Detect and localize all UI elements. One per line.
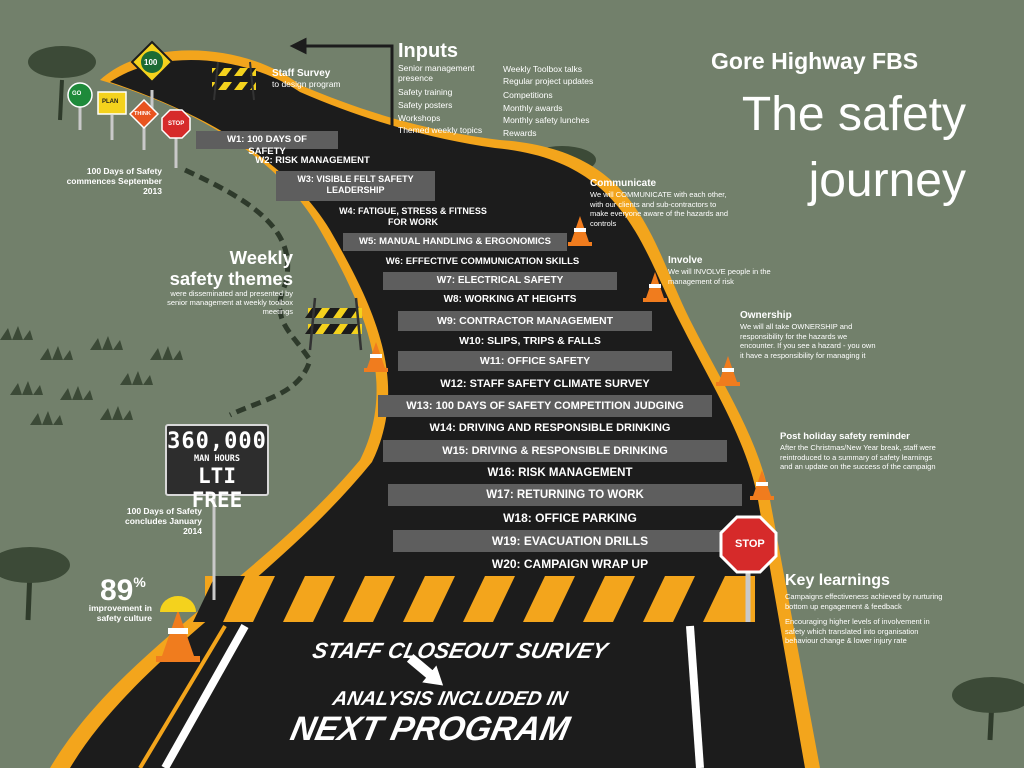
tree-right-bottom xyxy=(952,677,1024,740)
improvement-unit: % xyxy=(133,574,146,590)
tree-left-bottom xyxy=(0,547,70,620)
theme-label-w15: W15: DRIVING & RESPONSIBLE DRINKING xyxy=(442,445,668,457)
weekly-title-line2: safety themes xyxy=(169,268,293,289)
theme-label-w1: W1: 100 DAYS OF SAFETY xyxy=(227,134,307,157)
theme-label-w9: W9: CONTRACTOR MANAGEMENT xyxy=(437,315,613,327)
ownership-text: We will all take OWNERSHIP and responsibility for the hazards we encounter. If you see a hazard - you own it have a responsibility for managing it xyxy=(740,322,876,360)
theme-label-w6: W6: EFFECTIVE COMMUNICATION SKILLS xyxy=(385,256,580,267)
key-learnings-title: Key learnings xyxy=(785,572,890,589)
weekly-title xyxy=(130,247,293,289)
page-title-line1: The safety xyxy=(741,88,966,141)
stop-small-sign-label: STOP xyxy=(168,121,185,127)
post-holiday-text: After the Christmas/New Year break, staff were reintroduced to a summary of safety learnings and an update on the success of the campaign xyxy=(780,443,936,471)
inputs-item: Workshops xyxy=(398,112,441,123)
inputs-item: Safety posters xyxy=(398,99,453,110)
man-hours-number: 360,000 xyxy=(167,429,267,454)
theme-label-w13: W13: 100 DAYS OF SAFETY COMPETITION JUDGING xyxy=(406,400,684,412)
weekly-title-line1: Weekly xyxy=(229,247,293,268)
theme-label-w8: W8: WORKING AT HEIGHTS xyxy=(443,294,577,305)
inputs-item: Monthly safety lunches xyxy=(503,115,590,126)
ownership-callout xyxy=(740,310,880,360)
theme-label-w19: W19: EVACUATION DRILLS xyxy=(491,534,649,548)
badge-100-label: 100 xyxy=(144,58,158,67)
theme-label-w10: W10: SLIPS, TRIPS & FALLS xyxy=(459,335,601,347)
theme-label-w5: W5: MANUAL HANDLING & ERGONOMICS xyxy=(359,236,551,247)
involve-text: We will INVOLVE people in the management of risk xyxy=(668,267,771,286)
inputs-item: Regular project updates xyxy=(503,75,594,86)
go-sign-label: GO xyxy=(72,91,82,97)
theme-label-w14: W14: DRIVING AND RESPONSIBLE DRINKING xyxy=(429,422,671,434)
communicate-title: Communicate xyxy=(590,178,657,189)
theme-label-w16: W16: RISK MANAGEMENT xyxy=(487,467,633,479)
key-learnings-para2: Encouraging higher levels of involvement in safety which translated into organisation behaviour change & lower injury rate xyxy=(785,617,930,645)
plan-sign-label: PLAN xyxy=(102,99,119,105)
closeout-line2: ANALYSIS INCLUDED IN xyxy=(330,688,570,710)
cone-icon xyxy=(716,356,740,386)
inputs-item: Themed weekly topics xyxy=(398,125,483,136)
man-hours-label: MAN HOURS xyxy=(193,454,241,464)
inputs-item: Competitions xyxy=(503,89,553,100)
project-name: Gore Highway FBS xyxy=(711,48,919,74)
think-sign-label: THINK xyxy=(134,111,151,117)
theme-label-w17: W17: RETURNING TO WORK xyxy=(486,489,644,501)
theme-label-w11: W11: OFFICE SAFETY xyxy=(479,355,591,367)
man-hours-sign xyxy=(165,424,269,512)
theme-label-w3: W3: VISIBLE FELT SAFETY LEADERSHIP xyxy=(297,174,414,195)
communicate-text: We will COMMUNICATE with each other, with our clients and sub-contractors to make everyone aware of the hazards and controls xyxy=(590,190,728,228)
campaign-start: 100 Days of Safety commences September 2013 xyxy=(66,166,162,196)
ownership-title: Ownership xyxy=(740,310,792,321)
inputs-item: Monthly awards xyxy=(503,102,563,113)
hazard-band xyxy=(193,576,755,622)
grass-field xyxy=(0,326,183,425)
theme-label-w7: W7: ELECTRICAL SAFETY xyxy=(436,275,564,286)
key-learnings-para1: Campaigns effectiveness achieved by nurturing bottom up engagement & feedback xyxy=(785,592,943,611)
staff-survey xyxy=(272,68,341,89)
inputs-item: Rewards xyxy=(503,128,537,139)
closeout-line3: NEXT PROGRAM xyxy=(287,710,573,748)
inputs-col1 xyxy=(398,63,496,137)
improvement-number: 89 xyxy=(100,574,134,607)
staff-survey-title: Staff Survey xyxy=(272,68,331,79)
inputs-item: Safety training xyxy=(398,87,453,97)
lti-free-label: LTI FREE xyxy=(191,464,243,512)
theme-label-w12: W12: STAFF SAFETY CLIMATE SURVEY xyxy=(440,378,650,390)
weekly-description: were disseminated and presented by senior management at weekly toolbox meetings xyxy=(167,289,293,316)
post-holiday-callout xyxy=(780,431,940,472)
communicate-callout xyxy=(590,178,735,228)
theme-label-w2: W2: RISK MANAGEMENT xyxy=(255,155,370,166)
inputs-title: Inputs xyxy=(398,40,458,62)
staff-survey-subtitle: to design program xyxy=(272,79,341,89)
inputs-col2 xyxy=(503,63,603,140)
post-holiday-title: Post holiday safety reminder xyxy=(780,431,910,442)
key-learnings xyxy=(785,572,950,646)
involve-title: Involve xyxy=(668,255,703,266)
page-title-line2: journey xyxy=(808,154,966,207)
involve-callout xyxy=(668,255,788,286)
inputs-item: Weekly Toolbox talks xyxy=(503,64,583,74)
stop-sign-label: STOP xyxy=(735,538,765,550)
theme-label-w4: W4: FATIGUE, STRESS & FITNESS FOR WORK xyxy=(339,206,487,227)
tree-left xyxy=(28,46,96,120)
improvement-text: improvement in safety culture xyxy=(88,603,152,623)
closeout-line1: STAFF CLOSEOUT SURVEY xyxy=(310,638,610,663)
barrier-mid-icon xyxy=(305,298,362,350)
theme-label-w20: W20: CAMPAIGN WRAP UP xyxy=(491,557,649,571)
inputs-item: Senior management presence xyxy=(398,63,475,83)
campaign-end: 100 Days of Safety concludes January 2014 xyxy=(124,506,202,536)
theme-label-w18: W18: OFFICE PARKING xyxy=(503,511,637,525)
